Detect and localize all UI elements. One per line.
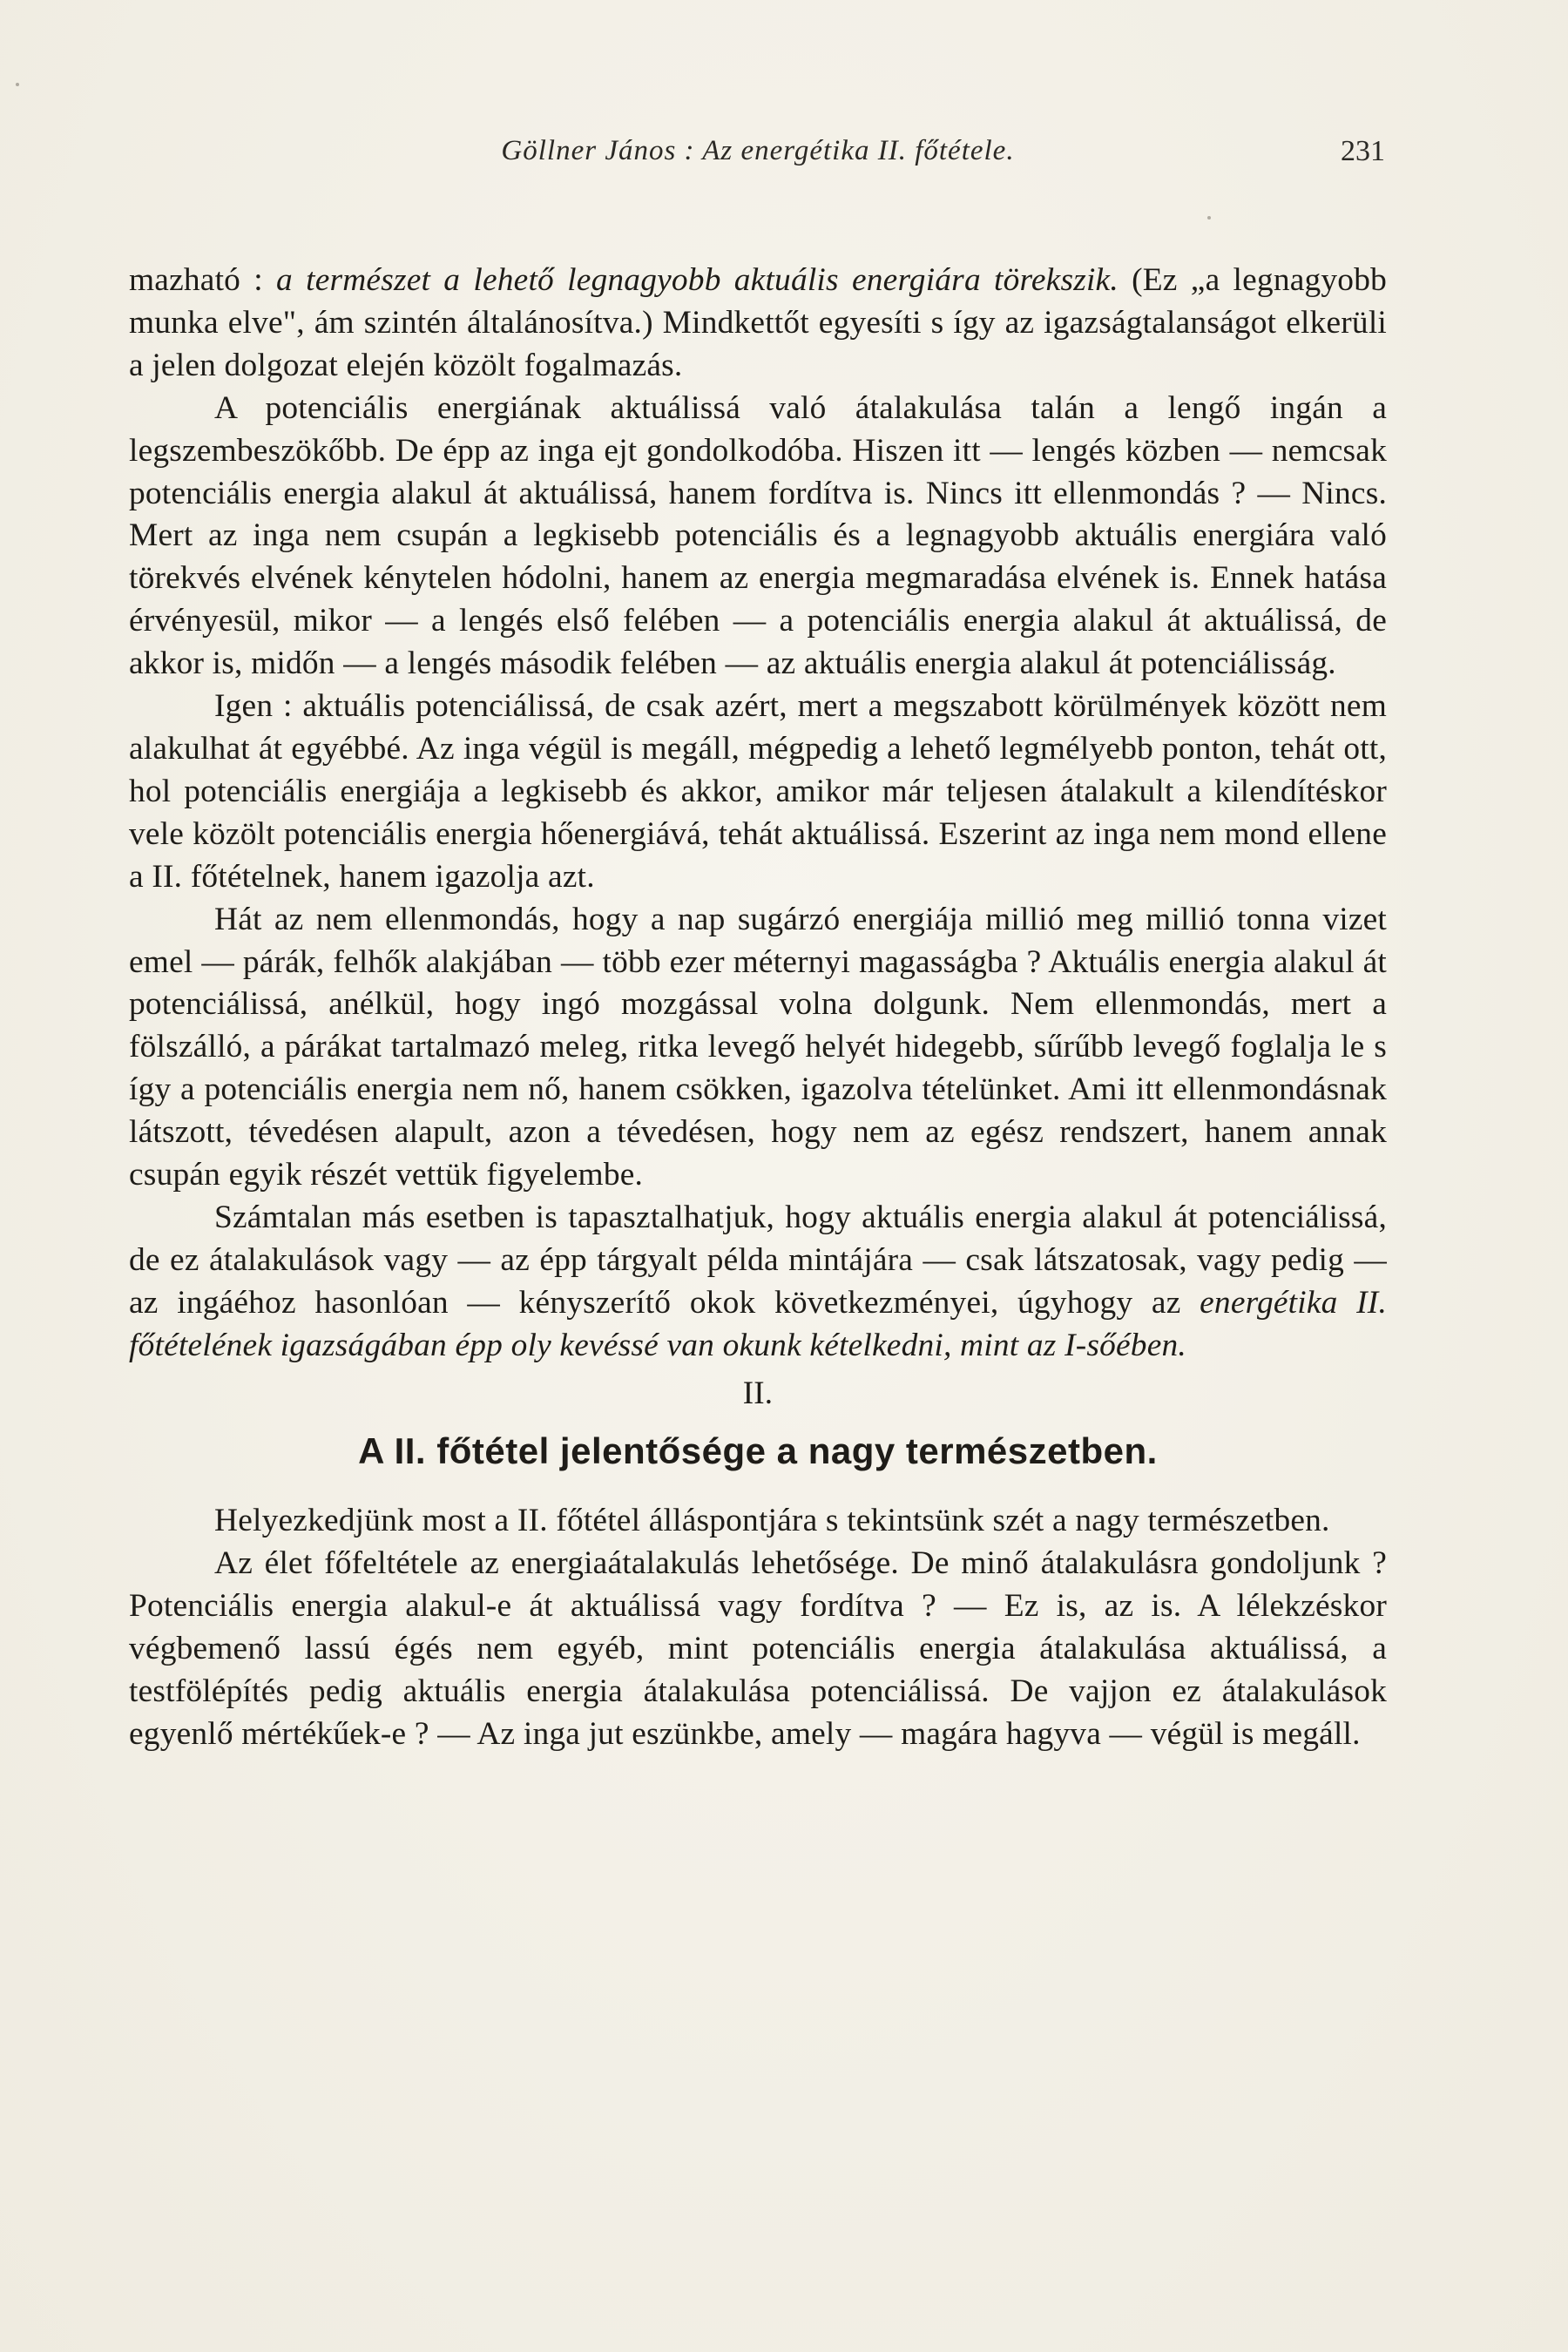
paragraph: Igen : aktuális potenciálissá, de csak azért, mert a megszabott körülmények között nem alakulhat át egyébbé. Az inga végül is megáll, mégpedig a lehető legmélyebb ponton, tehát ott, hol potenciális energiája a legkisebb és akkor, amikor már teljesen átalakult a kilendítéskor vele közölt potenciális energia hőenergiává, tehát aktuálissá. Eszerint az inga nem mond ellene a II. főtételnek, hanem igazolja azt. xyxy=(129,688,1387,895)
paragraph-text: mazható : xyxy=(129,262,277,298)
paper-speck xyxy=(16,83,19,86)
paragraph: Az élet főfeltétele az energiaátalakulás lehetősége. De minő átalakulásra gondoljunk ? Potenciális energia alakul-e át aktuálissá vagy fordítva ? — Ez is, az is. A lélekzéskor végbemenő lassú égés nem egyéb, mint potenciális energia átalakulása aktuálissá, a testfölépítés pedig aktuális energia átalakulása potenciálissá. De vajjon ez átalakulások egyenlő mértékűek-e ? — Az inga jut eszünkbe, amely — magára hagyva — végül is megáll. xyxy=(129,1545,1387,1752)
running-header xyxy=(131,135,1385,187)
paper-speck xyxy=(1207,216,1211,220)
paragraph: Helyezkedjünk most a II. főtétel álláspontjára s tekintsünk szét a nagy természetben. xyxy=(214,1503,1330,1539)
paragraph: A potenciális energiának aktuálissá való átalakulása talán a lengő ingán a legszembeszökőbb. De épp az inga ejt gondolkodóba. Hiszen itt — lengés közben — nemcsak potenciális energia alakul át aktuálissá, hanem fordítva is. Nincs itt ellenmondás ? — Nincs. Mert az inga nem csupán a legkisebb potenciális és a legnagyobb aktuális energiára való törekvés elvének kénytelen hódolni, hanem az energia megmaradása elvének is. Ennek hatása érvényesül, mikor — a lengés első felében — a potenciális energia alakul át aktuálissá, de akkor is, midőn — a lengés második felében — az aktuális energia alakul át potenciálisság. xyxy=(129,389,1387,682)
section-number: II. xyxy=(742,1375,774,1411)
emphasis-text: energétika II. főtételének igazságában épp oly kevéssé van okunk kételkedni, mint az I-sőében. xyxy=(129,1284,1388,1363)
page-number: 231 xyxy=(1341,135,1385,167)
paragraph xyxy=(129,260,1387,388)
running-title: Göllner János : Az energétika II. főtétele. xyxy=(501,135,1015,166)
paragraph xyxy=(129,1197,1387,1368)
section-title: A II. főtétel jelentősége a nagy természetben. xyxy=(358,1430,1158,1472)
paragraph-text: Számtalan más esetben is tapasztalhatjuk, hogy aktuális energia alakul át potenciálissá, de ez átalakulások vagy — az épp tárgyalt példa mintájára — csak látszatosak, vagy pedig — az ingáéhoz hasonlóan — kényszerítő okok következményei, úgyhogy az xyxy=(129,1199,1387,1321)
emphasis-text: a természet a lehető legnagyobb aktuális energiára törekszik. xyxy=(276,262,1119,298)
body-text xyxy=(129,260,1387,1756)
paragraph-text: (Ez „a legnagyobb munka elve", ám szintén általánosítva.) Mindkettőt egyesíti s így az igazságtalanságot elkerüli a jelen dolgozat elején közölt fogalmazás. xyxy=(129,262,1387,383)
paragraph: Hát az nem ellenmondás, hogy a nap sugárzó energiája millió meg millió tonna vizet emel — párák, felhők alakjában — több ezer méternyi magasságba ? Aktuális energia alakul át potenciálissá, anélkül, hogy ingó mozgással volna dolgunk. Nem ellenmondás, mert a fölszálló, a párákat tartalmazó meleg, ritka levegő helyét hidegebb, sűrűbb levegő foglalja le s így a potenciális energia nem nő, hanem csökken, igazolva tételünket. Ami itt ellenmondásnak látszott, tévedésen alapult, azon a tévedésen, hogy nem az egész rendszert, hanem annak csupán egyik részét vettük figyelembe. xyxy=(129,901,1387,1193)
